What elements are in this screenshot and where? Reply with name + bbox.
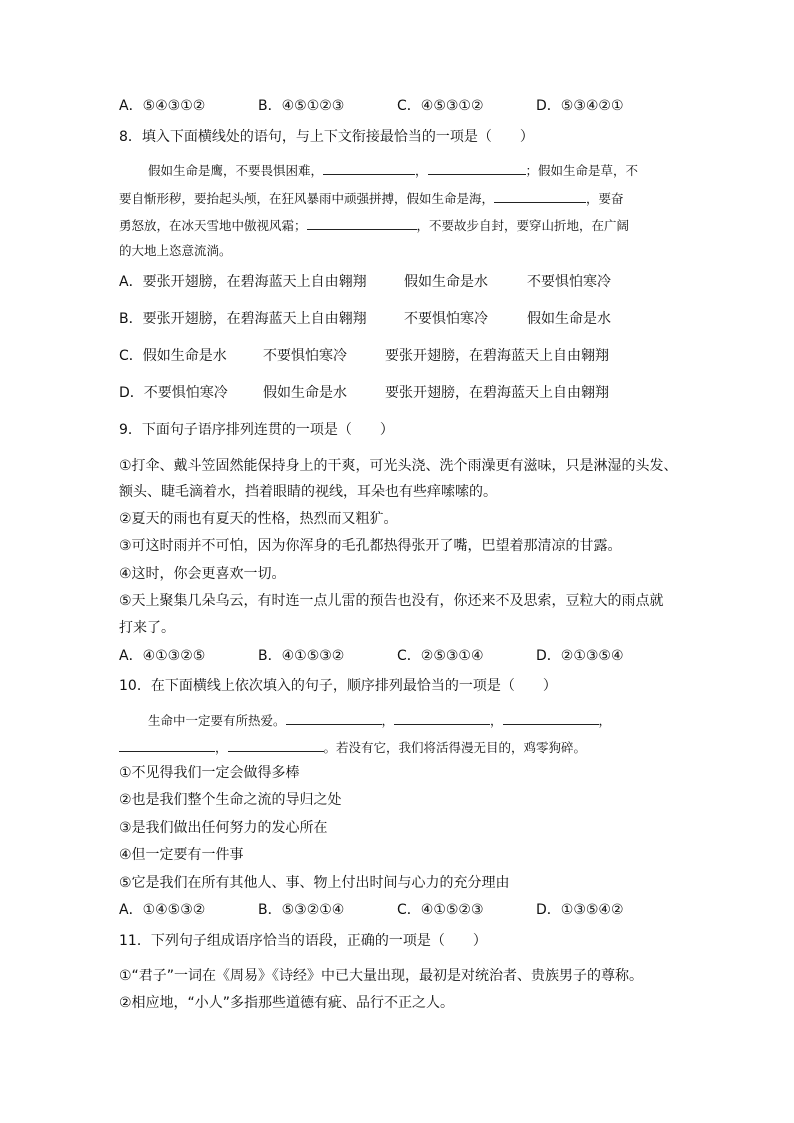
q8-option-b[interactable]: [119, 309, 611, 329]
q7-option-c[interactable]: C．④⑤③①②: [397, 98, 484, 114]
q10-separator: ，: [598, 713, 612, 728]
q10-blank-5[interactable]: [228, 737, 324, 752]
q7-option-a[interactable]: A．⑤④③①②: [119, 98, 206, 114]
q10-options: [119, 900, 624, 920]
q9-option-c[interactable]: C．②⑤③①④: [397, 648, 484, 664]
q8-stem: 8．填入下面横线处的语句，与上下文衔接最恰当的一项是（ ）: [119, 129, 534, 145]
q10-separator: ，: [215, 740, 228, 755]
q10-separator: ，: [381, 713, 395, 728]
q8-option-a-part-1: A．要张开翅膀，在碧海蓝天上自由翱翔: [119, 274, 367, 290]
q10-option-a[interactable]: A．①④⑤③②: [119, 902, 206, 918]
q10-sentence-5: ⑤它是我们在所有其他人、事、物上付出时间与心力的充分理由: [119, 875, 510, 891]
q10-option-c[interactable]: C．④①⑤②③: [397, 902, 484, 918]
q8-option-a-part-3: 不要惧怕寒冷: [527, 274, 611, 290]
q9-sentence-4: ④这时，你会更喜欢一切。: [119, 566, 286, 582]
q10-passage-text: 生命中一定要有所热爱。: [148, 713, 286, 728]
q10-blank-4[interactable]: [119, 737, 215, 752]
q9-sentence-1: ①打伞、戴斗笠固然能保持身上的干爽，可光头浇、洗个雨澡更有滋味，只是淋湿的头发、: [119, 458, 678, 474]
q7-option-b[interactable]: B．④⑤①②③: [258, 98, 345, 114]
q8-blank-1[interactable]: [323, 160, 415, 175]
q10-option-b[interactable]: B．⑤③②①④: [258, 902, 345, 918]
q8-option-c-part-2: 不要惧怕寒冷: [263, 348, 347, 364]
q11-sentence-1: ①“君子”一词在《周易》《诗经》中已大量出现，最初是对统治者、贵族男子的尊称。: [119, 968, 644, 984]
q8-blank-3[interactable]: [494, 188, 586, 203]
q8-passage-line-3: [119, 215, 629, 236]
q8-option-c-part-3: 要张开翅膀，在碧海蓝天上自由翱翔: [385, 348, 609, 364]
q10-passage-line-1: [148, 710, 611, 731]
q8-passage-text: ，: [415, 163, 428, 178]
q8-passage-line-1: [148, 160, 638, 181]
q7-option-d[interactable]: D．⑤③④②①: [536, 98, 624, 114]
q10-option-d[interactable]: D．①③⑤④②: [536, 902, 624, 918]
q10-sentence-1: ①不见得我们一定会做得多棒: [119, 765, 300, 781]
q8-option-d[interactable]: [119, 383, 609, 403]
q9-option-d[interactable]: D．②①③⑤④: [536, 648, 624, 664]
q9-sentence-2: ②夏天的雨也有夏天的性格，热烈而又粗犷。: [119, 511, 398, 527]
q8-option-a[interactable]: [119, 272, 611, 292]
q8-option-d-part-2: 假如生命是水: [263, 385, 347, 401]
q8-passage-text: ，要奋: [586, 191, 624, 206]
q10-separator: ，: [490, 713, 503, 728]
q8-passage-text: 勇怒放，在冰天雪地中傲视风霜；: [119, 218, 307, 233]
q8-option-b-part-3: 假如生命是水: [527, 311, 611, 327]
q10-sentence-3: ③是我们做出任何努力的发心所在: [119, 820, 328, 836]
q9-stem: 9．下面句子语序排列连贯的一项是（ ）: [119, 422, 394, 438]
q8-passage-text: 要自惭形秽，要抬起头颅，在狂风暴雨中顽强拼搏，假如生命是海，: [119, 191, 495, 206]
q8-option-b-part-2: 不要惧怕寒冷: [404, 311, 488, 327]
q8-option-d-part-1: D．不要惧怕寒冷: [119, 385, 228, 401]
q8-passage-line-2: [119, 188, 624, 209]
q8-option-b-part-1: B．要张开翅膀，在碧海蓝天上自由翱翔: [119, 311, 367, 327]
q8-passage-text: ；假如生命是草，不: [525, 163, 639, 178]
q10-passage-line-2: [119, 737, 586, 758]
q8-passage-text: ，不要故步自封，要穿山折地，在广阔: [416, 218, 630, 233]
q10-blank-3[interactable]: [503, 710, 599, 725]
q11-sentence-2: ②相应地，“小人”多指那些道德有疵、品行不正之人。: [119, 995, 455, 1011]
q10-passage-text: 。若没有它，我们将活得漫无目的，鸡零狗碎。: [323, 740, 587, 755]
q9-sentence-1-cont: 额头、睫毛滴着水，挡着眼睛的视线，耳朵也有些痒嗦嗦的。: [119, 484, 497, 500]
q10-blank-1[interactable]: [286, 710, 382, 725]
q8-option-c-part-1: C．假如生命是水: [119, 348, 227, 364]
q8-passage-text: 假如生命是鹰，不要畏惧困难，: [148, 163, 324, 178]
q8-blank-2[interactable]: [428, 160, 526, 175]
q9-sentence-5-cont: 打来了。: [119, 620, 175, 636]
q10-sentence-2: ②也是我们整个生命之流的导归之处: [119, 792, 342, 808]
q8-option-d-part-3: 要张开翅膀，在碧海蓝天上自由翱翔: [385, 385, 609, 401]
q8-passage-line-4: 的大地上恣意流淌。: [119, 243, 232, 258]
q8-option-c[interactable]: [119, 346, 609, 366]
q9-sentence-3: ③可这时雨并不可怕，因为你浑身的毛孔都热得张开了嘴，巴望着那清凉的甘露。: [119, 538, 622, 554]
q9-options: [119, 646, 624, 666]
q9-sentence-5: ⑤天上聚集几朵乌云，有时连一点儿雷的预告也没有，你还来不及思索，豆粒大的雨点就: [119, 593, 664, 609]
q8-blank-4[interactable]: [307, 215, 417, 230]
q10-sentence-4: ④但一定要有一件事: [119, 847, 244, 863]
q7-options: [119, 96, 624, 116]
q9-option-a[interactable]: A．④①③②⑤: [119, 648, 206, 664]
q11-stem: 11．下列句子组成语序恰当的语段，正确的一项是（ ）: [119, 933, 487, 949]
q9-option-b[interactable]: B．④①⑤③②: [258, 648, 345, 664]
q10-blank-2[interactable]: [394, 710, 490, 725]
q8-option-a-part-2: 假如生命是水: [404, 274, 488, 290]
q10-stem: 10．在下面横线上依次填入的句子，顺序排列最恰当的一项是（ ）: [119, 678, 557, 694]
